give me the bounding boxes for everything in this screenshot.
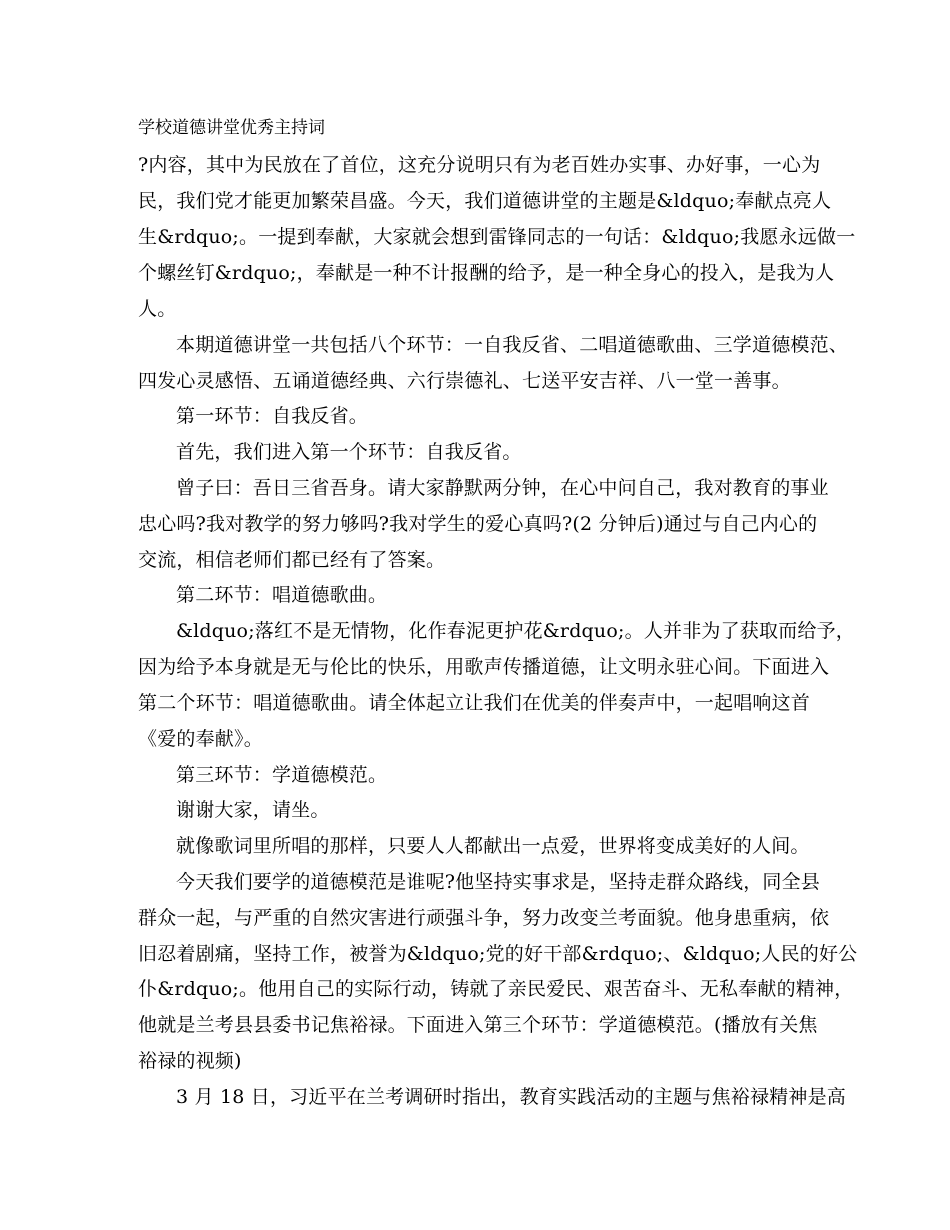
body-line: 今天我们要学的道德模范是谁呢?他坚持实事求是，坚持走群众路线，同全县: [176, 871, 820, 893]
body-line: 第二个环节：唱道德歌曲。请全体起立让我们在优美的伴奏声中，一起唱响这首: [138, 692, 811, 714]
body-line: 人。: [138, 298, 177, 320]
body-line: 第二环节：唱道德歌曲。: [176, 584, 388, 606]
body-line: 首先，我们进入第一个环节：自我反省。: [176, 441, 522, 463]
body-line: 四发心灵感悟、五诵道德经典、六行崇德礼、七送平安吉祥、八一堂一善事。: [138, 370, 791, 392]
body-line: 谢谢大家，请坐。: [176, 799, 330, 821]
body-line: 第一环节：自我反省。: [176, 405, 369, 427]
body-line: 3 月 18 日，习近平在兰考调研时指出，教育实践活动的主题与焦裕禄精神是高: [176, 1086, 846, 1108]
body-line: 群众一起，与严重的自然灾害进行顽强斗争，努力改变兰考面貌。他身患重病，依: [138, 907, 830, 929]
body-line: &ldquo;落红不是无情物，化作春泥更护花&rdquo;。人并非为了获取而给予，: [176, 620, 855, 642]
document-title: 学校道德讲堂优秀主持词: [138, 118, 325, 138]
body-line: 曾子曰：吾日三省吾身。请大家静默两分钟，在心中问自己，我对教育的事业: [176, 477, 829, 499]
body-line: 《爱的奉献》。: [138, 728, 263, 750]
body-line: 因为给予本身就是无与伦比的快乐，用歌声传播道德，让文明永驻心间。下面进入: [138, 656, 830, 678]
body-line: 裕禄的视频): [138, 1050, 242, 1072]
body-line: 他就是兰考县县委书记焦裕禄。下面进入第三个环节：学道德模范。(播放有关焦: [138, 1014, 818, 1036]
body-line: 民，我们党才能更加繁荣昌盛。今天，我们道德讲堂的主题是&ldquo;奉献点亮人: [138, 190, 832, 212]
body-line: 旧忍着剧痛，坚持工作，被誉为&ldquo;党的好干部&rdquo;、&ldquo;人民的好公: [138, 943, 858, 965]
body-line: ?内容，其中为民放在了首位，这充分说明只有为老百姓办实事、办好事，一心为: [138, 154, 821, 176]
body-line: 交流，相信老师们都已经有了答案。: [138, 549, 446, 571]
body-line: 生&rdquo;。一提到奉献，大家就会想到雷锋同志的一句话：&ldquo;我愿永远做一: [138, 226, 856, 248]
body-line: 个螺丝钉&rdquo;，奉献是一种不计报酬的给予，是一种全身心的投入，是我为人: [138, 262, 835, 284]
body-line: 第三环节：学道德模范。: [176, 764, 388, 786]
body-line: 就像歌词里所唱的那样，只要人人都献出一点爱，世界将变成美好的人间。: [176, 835, 810, 857]
body-line: 忠心吗?我对教学的努力够吗?我对学生的爱心真吗?(2 分钟后)通过与自己内心的: [138, 513, 818, 535]
body-line: 仆&rdquo;。他用自己的实际行动，铸就了亲民爱民、艰苦奋斗、无私奉献的精神，: [138, 978, 854, 1000]
body-line: 本期道德讲堂一共包括八个环节：一自我反省、二唱道德歌曲、三学道德模范、: [176, 334, 849, 356]
